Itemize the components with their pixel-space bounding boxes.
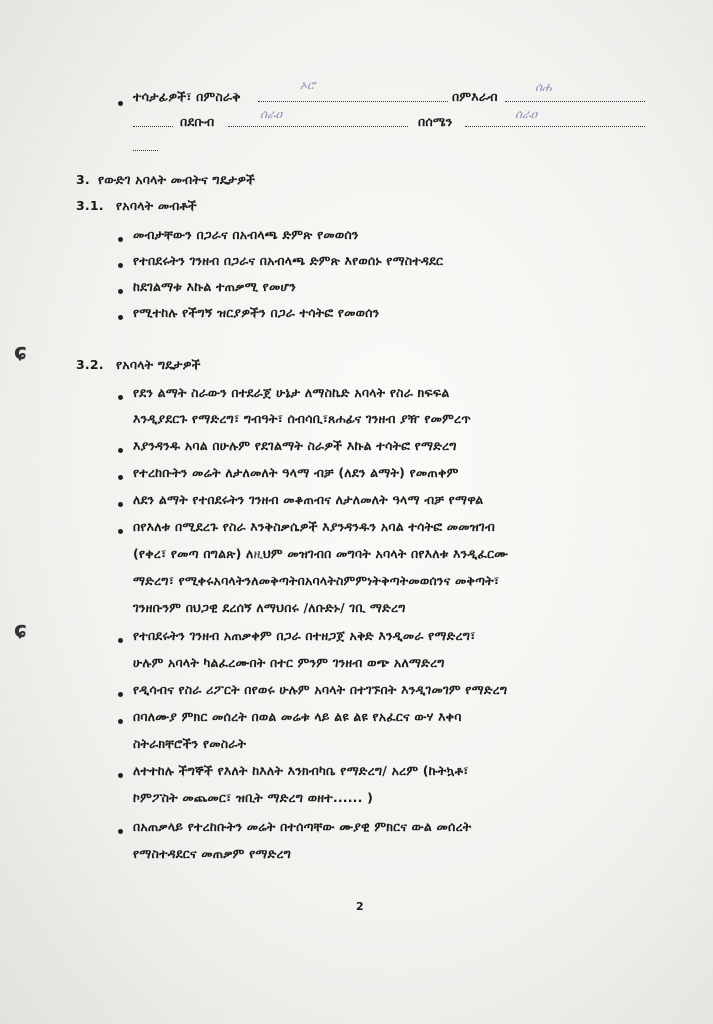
bullet	[118, 263, 123, 268]
list-item-line: የማስተዳደርና መጠቃም የማድረግ	[133, 846, 292, 861]
bullet	[118, 475, 123, 480]
bullet	[118, 395, 123, 400]
handwritten-east: ኦሮ	[300, 78, 316, 92]
bullet	[118, 101, 123, 106]
bullet	[118, 529, 123, 534]
list-item-line: የተረከቡትን መሬት ለታለመለት ዓላማ ብቻ (ለደን ልማት) የመጠቀም	[133, 465, 459, 480]
list-item-line: በአጠቃላይ የተረከቡትን መሬት በተሰጣቸው ሙያዊ ምክርና ውል መሰረት	[133, 819, 472, 834]
section-title: የውድገ አባላት መብትና ግዴታዎች	[98, 172, 256, 187]
participants-label: ተሳታፊዎች፣ በምስራቅ	[133, 89, 241, 104]
list-item-line: የተበደሩትን ገንዘብ አጠቃቀም በጋራ በተዘጋጀ አቅድ እንዲመራ የማድረግ፣	[133, 628, 476, 643]
list-item-line: እያንዳንዱ አባል በሁሉም የደገልማት ስራዎች እኩል ተሳትፎ የማድረግ	[133, 438, 457, 453]
bullet	[118, 719, 123, 724]
fill-line-north	[228, 126, 408, 127]
south-label: በሰሜን	[418, 114, 453, 129]
bullet	[118, 638, 123, 643]
list-item-line: እንዲያደርጉ የማድረግ፣ ግብዓት፣ ሰብሳቢ፣ጸሐፊና ገንዘብ ያዥ የመምረጥ	[133, 411, 471, 426]
subsection-number: 3.1.	[76, 198, 104, 213]
section-number: 3.	[76, 172, 90, 187]
fill-line-lead	[133, 126, 173, 127]
fill-line-south	[465, 126, 645, 127]
list-item-line: (የቀረ፣ የመጣ በግልጽ) ለዚህም መዝገብበ መግባት አባላት በየእለቱ እንዲፈርሙ	[133, 546, 509, 561]
bullet	[118, 692, 123, 697]
list-item-line: ሁሉም አባላት ካልፈረሙበት በተር ምንም ገንዘብ ወጭ አለማድረግ	[133, 655, 445, 670]
list-item-line: ለተተከሉ ችግኞች የእለት ከእለት እንክብካቤ የማድረግ/ አረም (ኩትኳቶ፣	[133, 763, 469, 778]
list-item-line: ኮምፖስት መጨመር፣ ዝቢት ማድረግ ወዘተ...... )	[133, 790, 374, 805]
list-item-line: በባለሙያ ምክር መሰረት በወል መሬቱ ላይ ልዩ ልዩ የአፈርና ውሃ እቀባ	[133, 709, 462, 724]
list-item-line: ለደን ልማት የተበደሩትን ገንዘብ መቆጠብና ለታለመለት ዓላማ ብቻ የማዋል	[133, 492, 484, 507]
fill-line-west	[505, 101, 645, 102]
bullet	[118, 237, 123, 242]
bullet	[118, 448, 123, 453]
hole-punch-mark: ɕ	[14, 618, 28, 643]
north-label: በደቡብ	[180, 114, 215, 129]
list-item-line: ገንዘቡንም በህጋዊ ደረሰኝ ለማህበሩ /ለቡድኑ/ ገቢ ማድረግ	[133, 600, 406, 615]
fill-line-east	[258, 101, 448, 102]
west-label: በምእራብ	[452, 89, 498, 104]
bullet	[118, 829, 123, 834]
handwritten-south: ሰራዐ	[515, 107, 538, 121]
hole-punch-mark: ɕ	[14, 340, 28, 365]
list-item-line: ማድረግ፣ የሚቀሩአባላትንለመቅጣትበአባላትስምምነትቅጣትመወሰንና መቅጣት፣	[133, 573, 500, 588]
list-item-line: የደን ልማት ስራውን በተደራጀ ሁኔታ ለማስኬድ አባላት የስራ ክፍፍል	[133, 385, 450, 400]
bullet	[118, 502, 123, 507]
list-item-line: ስትራክቸሮችን የመስራት	[133, 736, 247, 751]
bullet	[118, 773, 123, 778]
list-item: የተበደሩትን ገንዘብ በጋራና በአብላጫ ድምጽ እየወሰኑ የማስተዳደር	[133, 253, 444, 268]
handwritten-north: ሰራዐ	[260, 107, 283, 121]
bullet	[118, 289, 123, 294]
list-item: መብታቸውን በጋራና በአብላጫ ድምጽ የመወሰን	[133, 227, 359, 242]
subsection-title: የአባላት ግዴታዎች	[116, 357, 201, 372]
fill-line-trail	[133, 150, 158, 151]
list-item: የሚተከሉ የችግኝ ዝርያዎችን በጋራ ተሳትፎ የመወሰን	[133, 305, 380, 320]
list-item-line: በየእለቱ በሚደረጉ የስራ እንቅስቃሴዎች እያንዳንዱን አባል ተሳትፎ መመዝገብ	[133, 519, 495, 534]
subsection-title: የአባላት መብቶች	[116, 198, 197, 213]
list-item-line: የዲሳብና የስራ ሪፖርት በየወሩ ሁሉም አባላት በተገኙበት እንዲገመገም የማድረግ	[133, 682, 508, 697]
page-number: 2	[356, 900, 364, 913]
list-item: ከደገልማቱ እኩል ተጠቃሚ የመሆን	[133, 279, 296, 294]
handwritten-west: ሰሐ	[535, 80, 552, 94]
subsection-number: 3.2.	[76, 357, 104, 372]
bullet	[118, 315, 123, 320]
